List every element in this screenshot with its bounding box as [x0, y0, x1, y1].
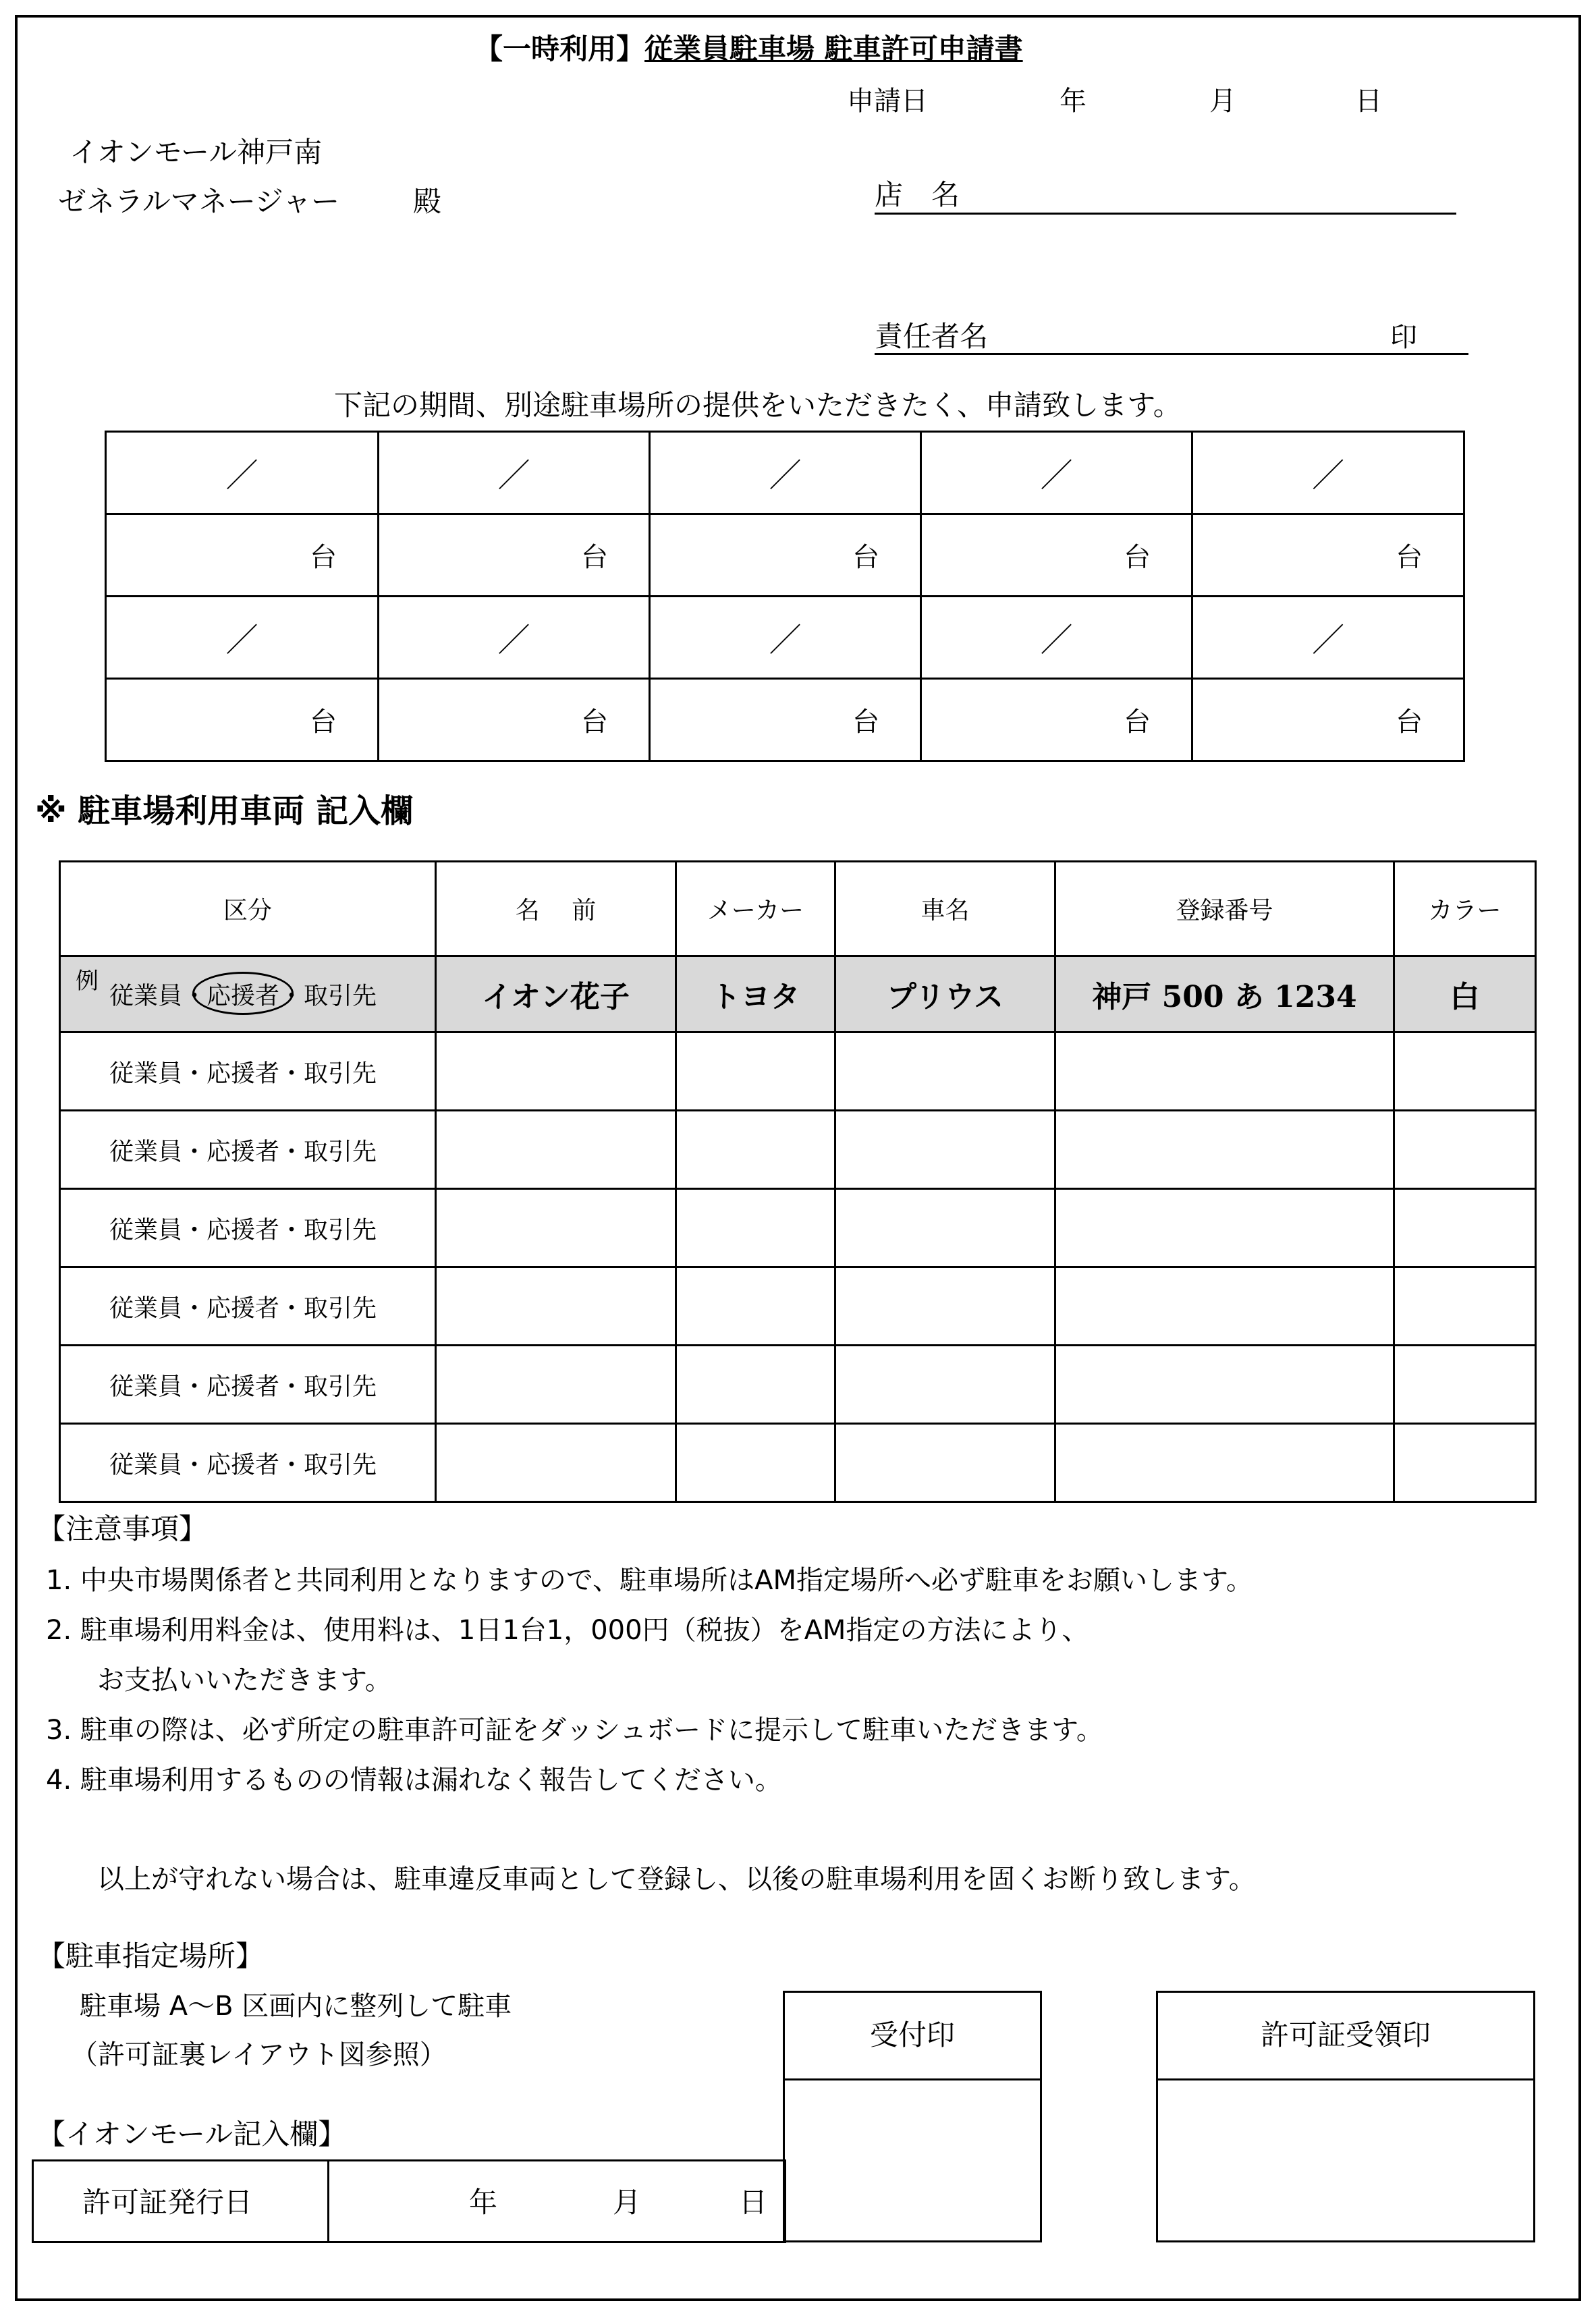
permit-receipt-stamp-area[interactable]	[1158, 2080, 1533, 2240]
title-main: 従業員駐車場 駐車許可申請書	[644, 32, 1023, 65]
vehicle-row	[60, 1424, 1536, 1502]
count-row	[106, 679, 1464, 761]
color-cell[interactable]	[1394, 1424, 1536, 1502]
maker-cell[interactable]	[676, 1267, 835, 1346]
example-car-name: プリウス	[835, 956, 1055, 1032]
example-row	[60, 956, 1536, 1032]
addressee-line2: ゼネラルマネージャー	[58, 185, 340, 218]
count-cell[interactable]: 台	[106, 679, 379, 761]
registration-cell[interactable]	[1055, 1424, 1394, 1502]
vehicle-row	[60, 1032, 1536, 1111]
notes-title: 【注意事項】	[37, 1512, 208, 1545]
example-registration: 神戸 500 あ 1234	[1055, 956, 1394, 1032]
category-cell[interactable]: 従業員・応援者・取引先	[60, 1189, 436, 1267]
vehicle-row	[60, 1189, 1536, 1267]
example-maker: トヨタ	[676, 956, 835, 1032]
reception-stamp-box	[783, 1991, 1042, 2242]
vehicle-table-header	[60, 862, 1536, 956]
header-name: 名 前	[436, 862, 676, 956]
count-cell[interactable]: 台	[921, 679, 1192, 761]
vehicle-row	[60, 1111, 1536, 1189]
designated-title: 【駐車指定場所】	[37, 1939, 265, 1973]
date-cell[interactable]: ／	[921, 432, 1192, 514]
header-registration: 登録番号	[1055, 862, 1394, 956]
selection-circle	[192, 972, 294, 1015]
date-cell[interactable]: ／	[650, 597, 921, 679]
category-cell[interactable]: 従業員・応援者・取引先	[60, 1424, 436, 1502]
name-cell[interactable]	[436, 1267, 676, 1346]
registration-cell[interactable]	[1055, 1111, 1394, 1189]
vehicle-section-title: ※ 駐車場利用車両 記入欄	[35, 792, 414, 830]
count-cell[interactable]: 台	[1192, 514, 1464, 597]
date-day-label: 日	[1355, 86, 1382, 117]
manager-name-line[interactable]	[875, 353, 1468, 355]
name-cell[interactable]	[436, 1189, 676, 1267]
store-name-label: 店 名	[875, 178, 960, 211]
issue-month-label: 月	[613, 2186, 642, 2219]
title-prefix: 【一時利用】	[474, 32, 645, 65]
car-name-cell[interactable]	[835, 1346, 1055, 1424]
note-item-2-cont: お支払いいただきます。	[97, 1665, 392, 1696]
note-item-2: 2. 駐車場利用料金は、使用料は、1日1台1，000円（税抜）をAM指定の方法により、	[46, 1615, 1089, 1646]
date-cell[interactable]: ／	[379, 597, 650, 679]
date-cell[interactable]: ／	[106, 597, 379, 679]
count-cell[interactable]: 台	[650, 514, 921, 597]
date-month-label: 月	[1209, 86, 1236, 117]
color-cell[interactable]	[1394, 1032, 1536, 1111]
maker-cell[interactable]	[676, 1346, 835, 1424]
registration-cell[interactable]	[1055, 1032, 1394, 1111]
note-item-4: 4. 駐車場利用するものの情報は漏れなく報告してください。	[46, 1765, 782, 1796]
addressee-honorific: 殿	[413, 185, 442, 218]
color-cell[interactable]	[1394, 1346, 1536, 1424]
issue-year-label: 年	[469, 2186, 498, 2219]
addressee-line1: イオンモール神戸南	[70, 136, 323, 169]
example-category: 例 従業員・応援者・取引先	[60, 956, 436, 1032]
maker-cell[interactable]	[676, 1189, 835, 1267]
header-category: 区分	[60, 862, 436, 956]
designated-line1: 駐車場 A～B 区画内に整列して駐車	[80, 1991, 512, 2022]
issue-date-label: 許可証発行日	[82, 2186, 253, 2219]
permit-receipt-stamp-box	[1156, 1991, 1535, 2242]
count-cell[interactable]: 台	[1192, 679, 1464, 761]
maker-cell[interactable]	[676, 1032, 835, 1111]
category-cell[interactable]: 従業員・応援者・取引先	[60, 1032, 436, 1111]
car-name-cell[interactable]	[835, 1111, 1055, 1189]
issue-date-divider	[327, 2161, 329, 2241]
car-name-cell[interactable]	[835, 1424, 1055, 1502]
date-cell[interactable]: ／	[106, 432, 379, 514]
date-row	[106, 432, 1464, 514]
designated-line2: （許可証裏レイアウト図参照）	[71, 2039, 447, 2070]
store-name-line[interactable]	[875, 213, 1456, 215]
example-mark: 例	[76, 968, 99, 995]
date-row	[106, 597, 1464, 679]
note-item-1: 1. 中央市場関係者と共同利用となりますので、駐車場所はAM指定場所へ必ず駐車をお願いします。	[46, 1565, 1253, 1596]
count-cell[interactable]: 台	[650, 679, 921, 761]
car-name-cell[interactable]	[835, 1189, 1055, 1267]
count-cell[interactable]: 台	[921, 514, 1192, 597]
registration-cell[interactable]	[1055, 1346, 1394, 1424]
vehicle-table	[59, 860, 1537, 1503]
maker-cell[interactable]	[676, 1111, 835, 1189]
registration-cell[interactable]	[1055, 1267, 1394, 1346]
date-cell[interactable]: ／	[379, 432, 650, 514]
reception-stamp-area[interactable]	[785, 2080, 1040, 2240]
date-cell[interactable]: ／	[1192, 597, 1464, 679]
name-cell[interactable]	[436, 1032, 676, 1111]
request-text: 下記の期間、別途駐車場所の提供をいただきたく、申請致します。	[334, 389, 1182, 422]
date-quantity-table	[105, 431, 1465, 762]
example-color: 白	[1394, 956, 1536, 1032]
date-cell[interactable]: ／	[650, 432, 921, 514]
category-cell[interactable]: 従業員・応援者・取引先	[60, 1111, 436, 1189]
form-title	[474, 32, 1023, 65]
category-cell[interactable]: 従業員・応援者・取引先	[60, 1346, 436, 1424]
color-cell[interactable]	[1394, 1189, 1536, 1267]
issue-day-label: 日	[739, 2186, 768, 2219]
category-cell[interactable]: 従業員・応援者・取引先	[60, 1267, 436, 1346]
header-color: カラー	[1394, 862, 1536, 956]
registration-cell[interactable]	[1055, 1189, 1394, 1267]
example-name: イオン花子	[436, 956, 676, 1032]
date-year-label: 年	[1060, 86, 1086, 117]
count-cell[interactable]: 台	[106, 514, 379, 597]
count-row	[106, 514, 1464, 597]
aeon-section-title: 【イオンモール記入欄】	[37, 2118, 347, 2151]
note-item-3: 3. 駐車の際は、必ず所定の駐車許可証をダッシュボードに提示して駐車いただきます。	[46, 1715, 1103, 1746]
count-cell[interactable]: 台	[379, 679, 650, 761]
car-name-cell[interactable]	[835, 1267, 1055, 1346]
header-maker: メーカー	[676, 862, 835, 956]
name-cell[interactable]	[436, 1424, 676, 1502]
count-cell[interactable]: 台	[379, 514, 650, 597]
issue-date-box	[32, 2159, 786, 2243]
date-cell[interactable]: ／	[921, 597, 1192, 679]
example-circled-category: 応援者	[207, 982, 280, 1010]
color-cell[interactable]	[1394, 1267, 1536, 1346]
notes-closing: 以上が守れない場合は、駐車違反車両として登録し、以後の駐車場利用を固くお断り致します。	[97, 1864, 1256, 1895]
reception-stamp-label: 受付印	[869, 2018, 955, 2051]
name-cell[interactable]	[436, 1111, 676, 1189]
application-date-label: 申請日	[847, 86, 928, 117]
vehicle-row	[60, 1346, 1536, 1424]
vehicle-row	[60, 1267, 1536, 1346]
seal-label: 印	[1390, 322, 1417, 353]
name-cell[interactable]	[436, 1346, 676, 1424]
header-car-name: 車名	[835, 862, 1055, 956]
car-name-cell[interactable]	[835, 1032, 1055, 1111]
color-cell[interactable]	[1394, 1111, 1536, 1189]
maker-cell[interactable]	[676, 1424, 835, 1502]
permit-receipt-stamp-label: 許可証受領印	[1260, 2018, 1431, 2051]
date-cell[interactable]: ／	[1192, 432, 1464, 514]
manager-name-label: 責任者名	[875, 320, 989, 353]
